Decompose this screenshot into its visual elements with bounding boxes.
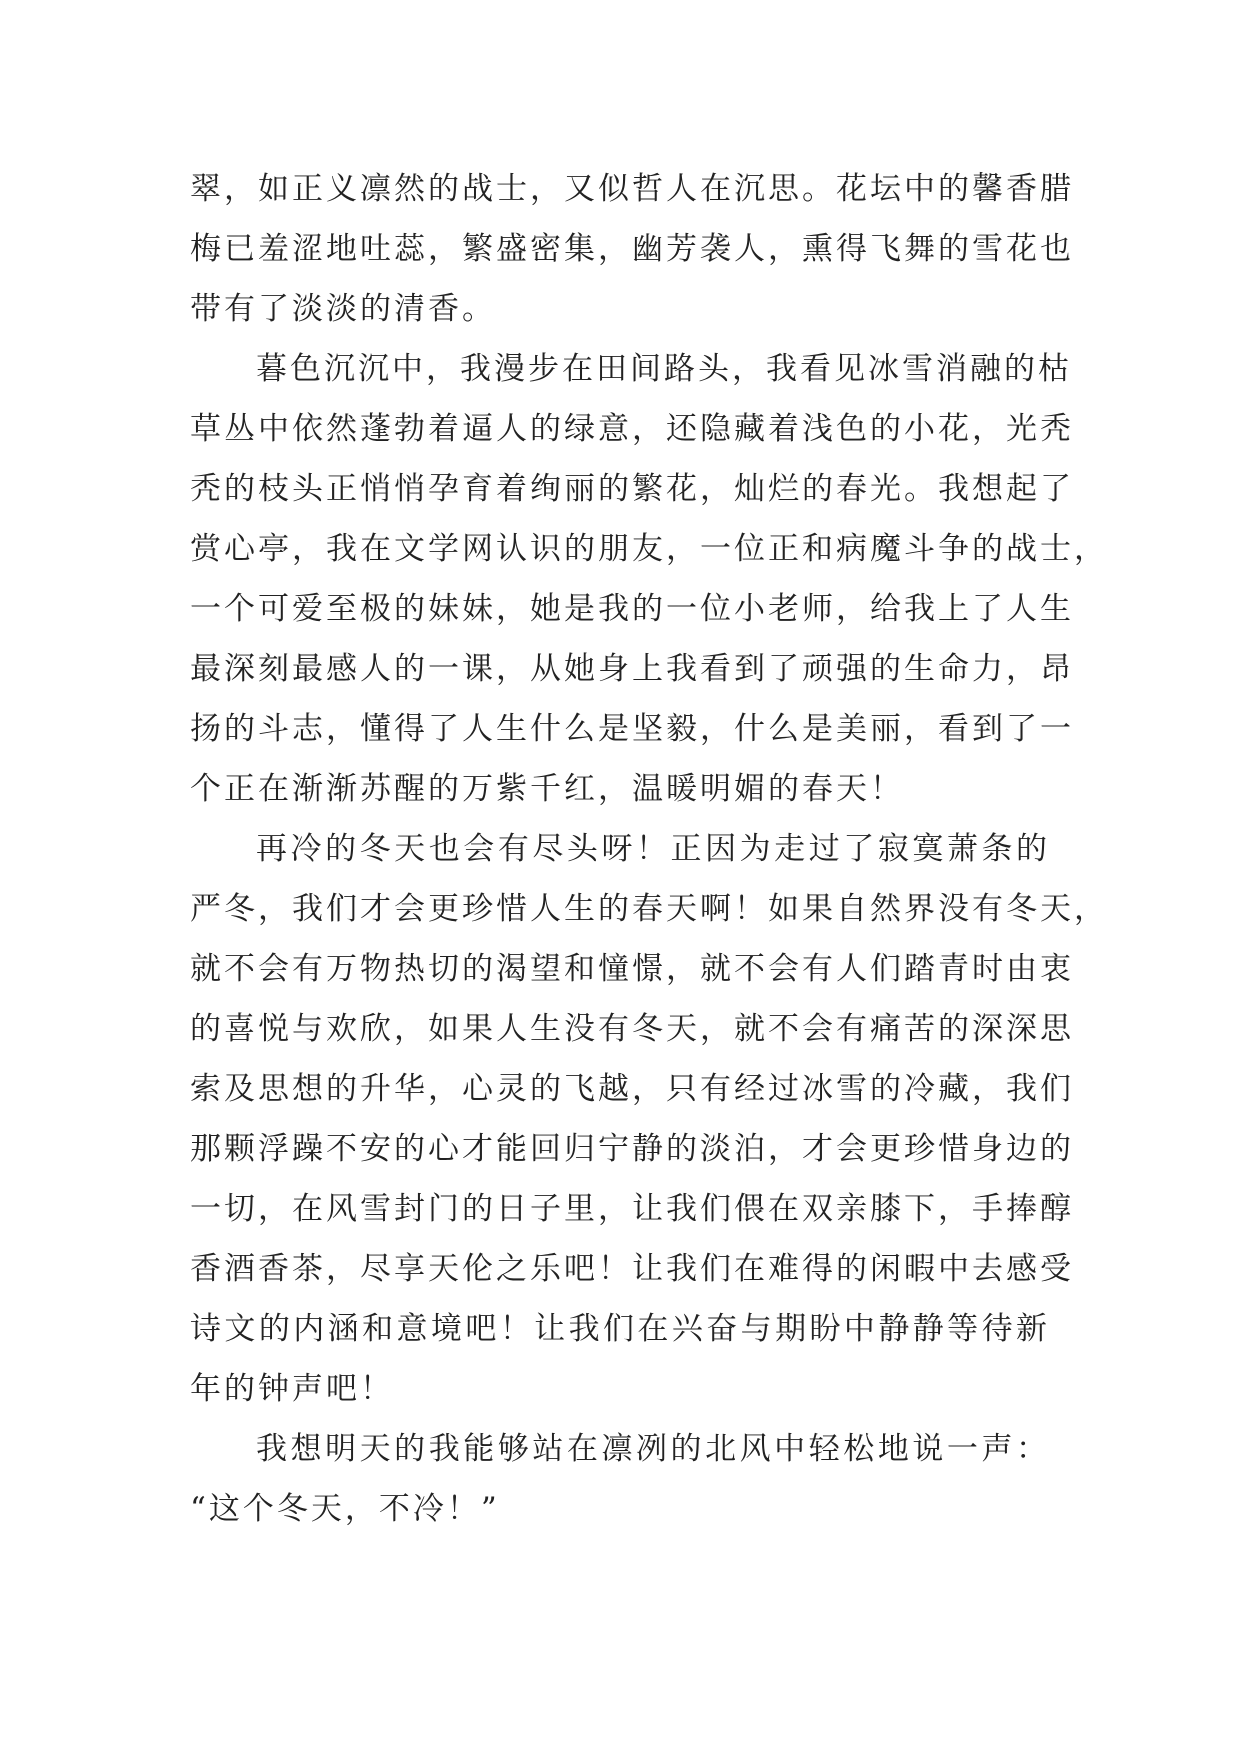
paragraph-line: 一切，在风雪封门的日子里，让我们偎在双亲膝下，手捧醇 xyxy=(190,1191,1074,1227)
paragraph-line: “这个冬天，不冷！” xyxy=(190,1491,500,1527)
document-body xyxy=(190,159,1108,1539)
paragraph-3 xyxy=(190,819,1108,1419)
paragraph-line: 个正在渐渐苏醒的万紫千红，温暖明媚的春天！ xyxy=(190,771,904,807)
paragraph-line: 索及思想的升华，心灵的飞越，只有经过冰雪的冷藏，我们 xyxy=(190,1071,1074,1107)
paragraph-1 xyxy=(190,159,1074,339)
paragraph-line: 草丛中依然蓬勃着逼人的绿意，还隐藏着浅色的小花，光秃 xyxy=(190,411,1074,447)
paragraph-line: 翠，如正义凛然的战士，又似哲人在沉思。花坛中的馨香腊 xyxy=(190,171,1074,207)
paragraph-line: 那颗浮躁不安的心才能回归宁静的淡泊，才会更珍惜身边的 xyxy=(190,1131,1074,1167)
paragraph-2 xyxy=(190,339,1108,819)
paragraph-line: 扬的斗志，懂得了人生什么是坚毅，什么是美丽，看到了一 xyxy=(190,711,1074,747)
paragraph-line: 再冷的冬天也会有尽头呀！正因为走过了寂寞萧条的 xyxy=(256,831,1050,867)
paragraph-line: 秃的枝头正悄悄孕育着绚丽的繁花，灿烂的春光。我想起了 xyxy=(190,471,1074,507)
paragraph-4 xyxy=(190,1419,1050,1539)
paragraph-line: 赏心亭，我在文学网认识的朋友，一位正和病魔斗争的战士， xyxy=(190,531,1108,567)
paragraph-line: 一个可爱至极的妹妹，她是我的一位小老师，给我上了人生 xyxy=(190,591,1074,627)
paragraph-line: 最深刻最感人的一课，从她身上我看到了顽强的生命力，昂 xyxy=(190,651,1074,687)
paragraph-line: 我想明天的我能够站在凛冽的北风中轻松地说一声： xyxy=(256,1431,1050,1467)
paragraph-line: 诗文的内涵和意境吧！让我们在兴奋与期盼中静静等待新 xyxy=(190,1311,1050,1347)
paragraph-line: 严冬，我们才会更珍惜人生的春天啊！如果自然界没有冬天， xyxy=(190,891,1108,927)
paragraph-line: 就不会有万物热切的渴望和憧憬，就不会有人们踏青时由衷 xyxy=(190,951,1074,987)
paragraph-line: 香酒香茶，尽享天伦之乐吧！让我们在难得的闲暇中去感受 xyxy=(190,1251,1074,1287)
paragraph-line: 梅已羞涩地吐蕊，繁盛密集，幽芳袭人，熏得飞舞的雪花也 xyxy=(190,231,1074,267)
paragraph-line: 年的钟声吧！ xyxy=(190,1371,394,1407)
paragraph-line: 的喜悦与欢欣，如果人生没有冬天，就不会有痛苦的深深思 xyxy=(190,1011,1074,1047)
paragraph-line: 暮色沉沉中，我漫步在田间路头，我看见冰雪消融的枯 xyxy=(256,351,1072,387)
paragraph-line: 带有了淡淡的清香。 xyxy=(190,291,496,327)
